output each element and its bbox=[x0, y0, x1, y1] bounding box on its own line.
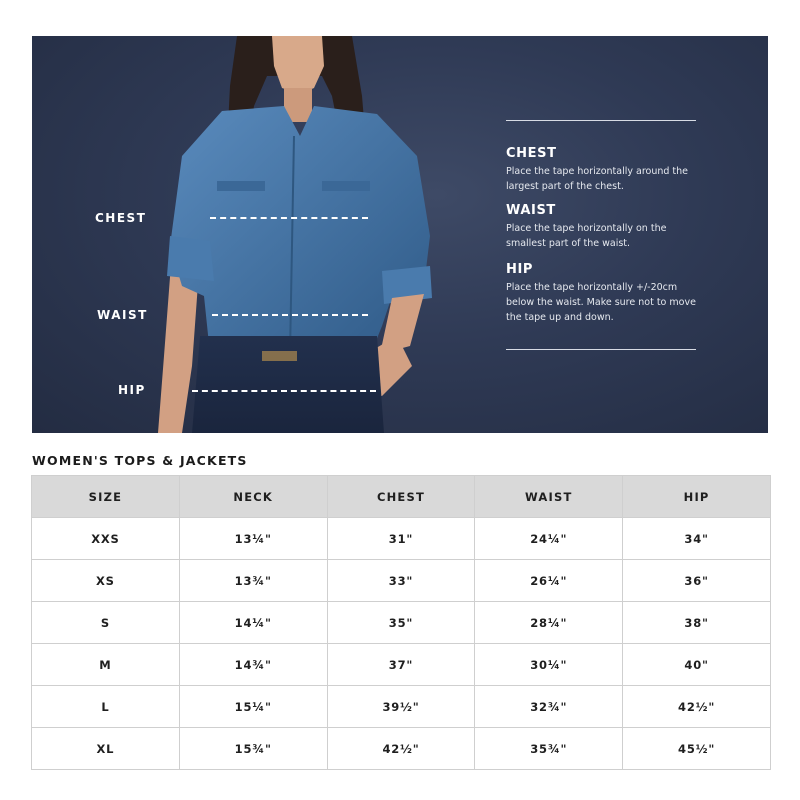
table-row bbox=[32, 686, 771, 728]
table-row bbox=[32, 560, 771, 602]
cell-chest: 37" bbox=[327, 644, 475, 686]
cell-size: L bbox=[32, 686, 180, 728]
guide-waist-title: WAIST bbox=[506, 203, 556, 218]
cell-chest: 33" bbox=[327, 560, 475, 602]
guide-hip-title: HIP bbox=[506, 262, 534, 277]
size-chart-table bbox=[31, 475, 771, 770]
measurement-guide-panel bbox=[32, 36, 768, 433]
cell-chest: 39½" bbox=[327, 686, 475, 728]
waist-label: WAIST bbox=[97, 308, 148, 322]
guide-top-rule bbox=[506, 120, 696, 121]
cell-chest: 31" bbox=[327, 518, 475, 560]
hip-measure-line bbox=[192, 390, 376, 392]
table-row bbox=[32, 644, 771, 686]
cell-neck: 14¼" bbox=[179, 602, 327, 644]
cell-neck: 14¾" bbox=[179, 644, 327, 686]
header-neck: NECK bbox=[179, 476, 327, 518]
cell-hip: 45½" bbox=[623, 728, 771, 770]
header-waist: WAIST bbox=[475, 476, 623, 518]
cell-waist: 30¼" bbox=[475, 644, 623, 686]
guide-chest-title: CHEST bbox=[506, 146, 557, 161]
cell-neck: 15¾" bbox=[179, 728, 327, 770]
table-row bbox=[32, 728, 771, 770]
cell-waist: 26¼" bbox=[475, 560, 623, 602]
cell-waist: 24¼" bbox=[475, 518, 623, 560]
chest-label: CHEST bbox=[95, 211, 147, 225]
cell-hip: 34" bbox=[623, 518, 771, 560]
guide-waist bbox=[506, 203, 706, 251]
cell-waist: 32¾" bbox=[475, 686, 623, 728]
cell-size: M bbox=[32, 644, 180, 686]
cell-hip: 36" bbox=[623, 560, 771, 602]
table-row bbox=[32, 602, 771, 644]
cell-waist: 28¼" bbox=[475, 602, 623, 644]
cell-chest: 42½" bbox=[327, 728, 475, 770]
waist-measure-line bbox=[212, 314, 368, 316]
cell-size: XL bbox=[32, 728, 180, 770]
guide-hip-text: Place the tape horizontally +/-20cm below the waist. Make sure not to move the tape up and down. bbox=[506, 282, 696, 323]
hip-label: HIP bbox=[118, 383, 146, 397]
cell-waist: 35¾" bbox=[475, 728, 623, 770]
cell-neck: 13¾" bbox=[179, 560, 327, 602]
header-size: SIZE bbox=[32, 476, 180, 518]
chest-measure-line bbox=[210, 217, 368, 219]
table-title: WOMEN'S TOPS & JACKETS bbox=[32, 453, 248, 468]
cell-neck: 13¼" bbox=[179, 518, 327, 560]
cell-neck: 15¼" bbox=[179, 686, 327, 728]
cell-size: XXS bbox=[32, 518, 180, 560]
table-row bbox=[32, 518, 771, 560]
cell-size: XS bbox=[32, 560, 180, 602]
cell-chest: 35" bbox=[327, 602, 475, 644]
guide-chest-text: Place the tape horizontally around the largest part of the chest. bbox=[506, 166, 689, 192]
header-hip: HIP bbox=[623, 476, 771, 518]
guide-hip bbox=[506, 262, 706, 325]
table-header-row bbox=[32, 476, 771, 518]
guide-bottom-rule bbox=[506, 349, 696, 350]
cell-hip: 40" bbox=[623, 644, 771, 686]
cell-size: S bbox=[32, 602, 180, 644]
cell-hip: 42½" bbox=[623, 686, 771, 728]
guide-waist-text: Place the tape horizontally on the smallest part of the waist. bbox=[506, 223, 667, 249]
header-chest: CHEST bbox=[327, 476, 475, 518]
guide-chest bbox=[506, 146, 706, 194]
cell-hip: 38" bbox=[623, 602, 771, 644]
